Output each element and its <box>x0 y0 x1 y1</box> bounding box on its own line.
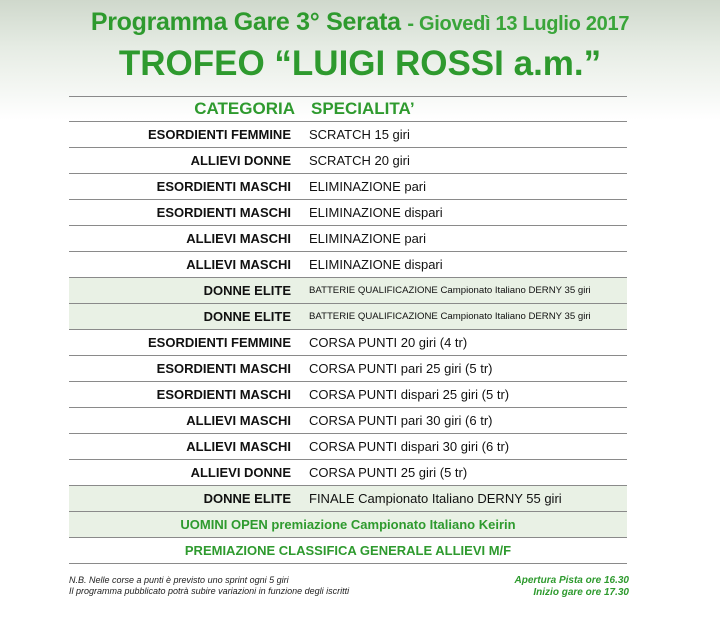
footnotes <box>69 575 349 597</box>
row-specialita: CORSA PUNTI pari 25 giri (5 tr) <box>309 361 493 376</box>
row-specialita: ELIMINAZIONE dispari <box>309 257 443 272</box>
table-row <box>69 252 627 278</box>
row-categoria: ALLIEVI MASCHI <box>186 231 291 246</box>
track-opening-time: Apertura Pista ore 16.30 <box>514 575 629 586</box>
row-specialita: BATTERIE QUALIFICAZIONE Campionato Italiano DERNY 35 giri <box>309 285 591 296</box>
row-specialita: SCRATCH 20 giri <box>309 153 410 168</box>
schedule-times <box>515 575 630 599</box>
row-categoria: ESORDIENTI MASCHI <box>156 361 291 376</box>
row-categoria: ESORDIENTI MASCHI <box>156 387 291 402</box>
table-row <box>69 356 627 382</box>
row-specialita: CORSA PUNTI 20 giri (4 tr) <box>309 335 468 350</box>
row-categoria: DONNE ELITE <box>203 491 291 506</box>
row-categoria: ESORDIENTI MASCHI <box>156 179 291 194</box>
table-row <box>69 226 627 252</box>
row-specialita: ELIMINAZIONE pari <box>309 179 427 194</box>
table-row <box>69 434 627 460</box>
event-title-main: Programma Gare 3° Serata <box>90 8 401 36</box>
footnote-variations: Il programma pubblicato potrà subire variazioni in funzione degli iscritti <box>69 586 350 596</box>
table-row <box>69 486 627 512</box>
row-specialita: CORSA PUNTI pari 30 giri (6 tr) <box>309 413 493 428</box>
table-row <box>69 174 627 200</box>
row-categoria: ESORDIENTI MASCHI <box>156 205 291 220</box>
event-date: - Giovedì 13 Luglio 2017 <box>407 13 630 35</box>
row-specialita: CORSA PUNTI dispari 30 giri (6 tr) <box>309 439 510 454</box>
table-row <box>69 148 627 174</box>
race-program-table <box>69 96 627 564</box>
header-specialita: SPECIALITA’ <box>311 99 415 118</box>
row-categoria: ALLIEVI DONNE <box>190 465 291 480</box>
table-row <box>69 382 627 408</box>
row-categoria: ESORDIENTI FEMMINE <box>147 335 291 350</box>
header-categoria: CATEGORIA <box>194 99 295 118</box>
row-categoria: ESORDIENTI FEMMINE <box>147 127 291 142</box>
row-categoria: DONNE ELITE <box>203 283 291 298</box>
row-categoria: ALLIEVI DONNE <box>190 153 291 168</box>
row-categoria: ALLIEVI MASCHI <box>186 413 291 428</box>
row-specialita: CORSA PUNTI dispari 25 giri (5 tr) <box>309 387 510 402</box>
table-row <box>69 408 627 434</box>
award-row-keirin: UOMINI OPEN premiazione Campionato Italiano Keirin <box>69 512 627 538</box>
row-categoria: ALLIEVI MASCHI <box>186 439 291 454</box>
row-specialita: CORSA PUNTI 25 giri (5 tr) <box>309 465 468 480</box>
table-row <box>69 278 627 304</box>
table-header <box>69 97 627 122</box>
event-title <box>0 8 720 37</box>
table-row <box>69 304 627 330</box>
table-row <box>69 460 627 486</box>
row-categoria: ALLIEVI MASCHI <box>186 257 291 272</box>
row-specialita: ELIMINAZIONE pari <box>309 231 427 246</box>
table-row <box>69 200 627 226</box>
row-specialita: FINALE Campionato Italiano DERNY 55 giri <box>309 491 562 506</box>
row-specialita: SCRATCH 15 giri <box>309 127 410 142</box>
row-categoria: DONNE ELITE <box>203 309 291 324</box>
row-specialita: ELIMINAZIONE dispari <box>309 205 443 220</box>
table-row <box>69 330 627 356</box>
footnote-sprint: N.B. Nelle corse a punti è previsto uno sprint ogni 5 giri <box>69 575 289 585</box>
race-start-time: Inizio gare ore 17.30 <box>533 587 629 598</box>
trophy-title: TROFEO “LUIGI ROSSI a.m.” <box>118 44 602 83</box>
row-specialita: BATTERIE QUALIFICAZIONE Campionato Italiano DERNY 35 giri <box>309 311 591 322</box>
award-row-allievi: PREMIAZIONE CLASSIFICA GENERALE ALLIEVI M/F <box>69 538 627 564</box>
table-row <box>69 122 627 148</box>
